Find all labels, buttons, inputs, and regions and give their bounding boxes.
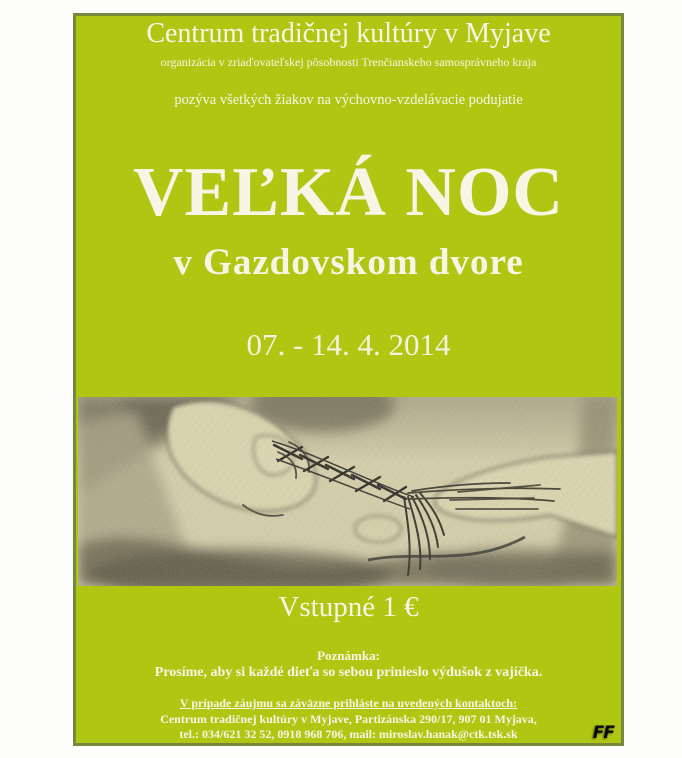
event-date: 07. - 14. 4. 2014 xyxy=(246,327,451,362)
note-label: Poznámka: xyxy=(317,648,380,663)
note-text: Prosíme, aby si každé dieťa so sebou prinieslo výdušok z vajíčka. xyxy=(154,664,543,680)
contact-phone-mail: tel.: 034/621 32 52, 0918 968 706, mail: miroslav.hanak@ctk.tsk.sk xyxy=(179,727,518,741)
hands-sketch-svg xyxy=(78,397,617,586)
note-block xyxy=(76,649,621,681)
org-subtitle: organizácia v zriaďovateľskej pôsobnosti Trenčianskeho samosprávneho kraja xyxy=(160,55,537,69)
admission-fee: Vstupné 1 € xyxy=(278,591,419,623)
main-title: VEĽKÁ NOC xyxy=(133,154,564,231)
watermark-ff: FF xyxy=(592,723,614,743)
contact-heading: V prípade záujmu sa záväzne prihláste na uvedených kontaktoch: xyxy=(179,696,518,710)
contact-block xyxy=(76,696,621,743)
invitation-line: pozýva všetkých žiakov na výchovno-vzdelávacie podujatie xyxy=(174,92,523,108)
hands-sketch-image xyxy=(78,397,617,586)
main-subtitle: v Gazdovskom dvore xyxy=(173,242,524,283)
contact-address: Centrum tradičnej kultúry v Myjave, Partizánska 290/17, 907 01 Myjava, xyxy=(160,711,537,726)
event-poster xyxy=(73,13,624,746)
org-title: Centrum tradičnej kultúry v Myjave xyxy=(146,18,551,49)
